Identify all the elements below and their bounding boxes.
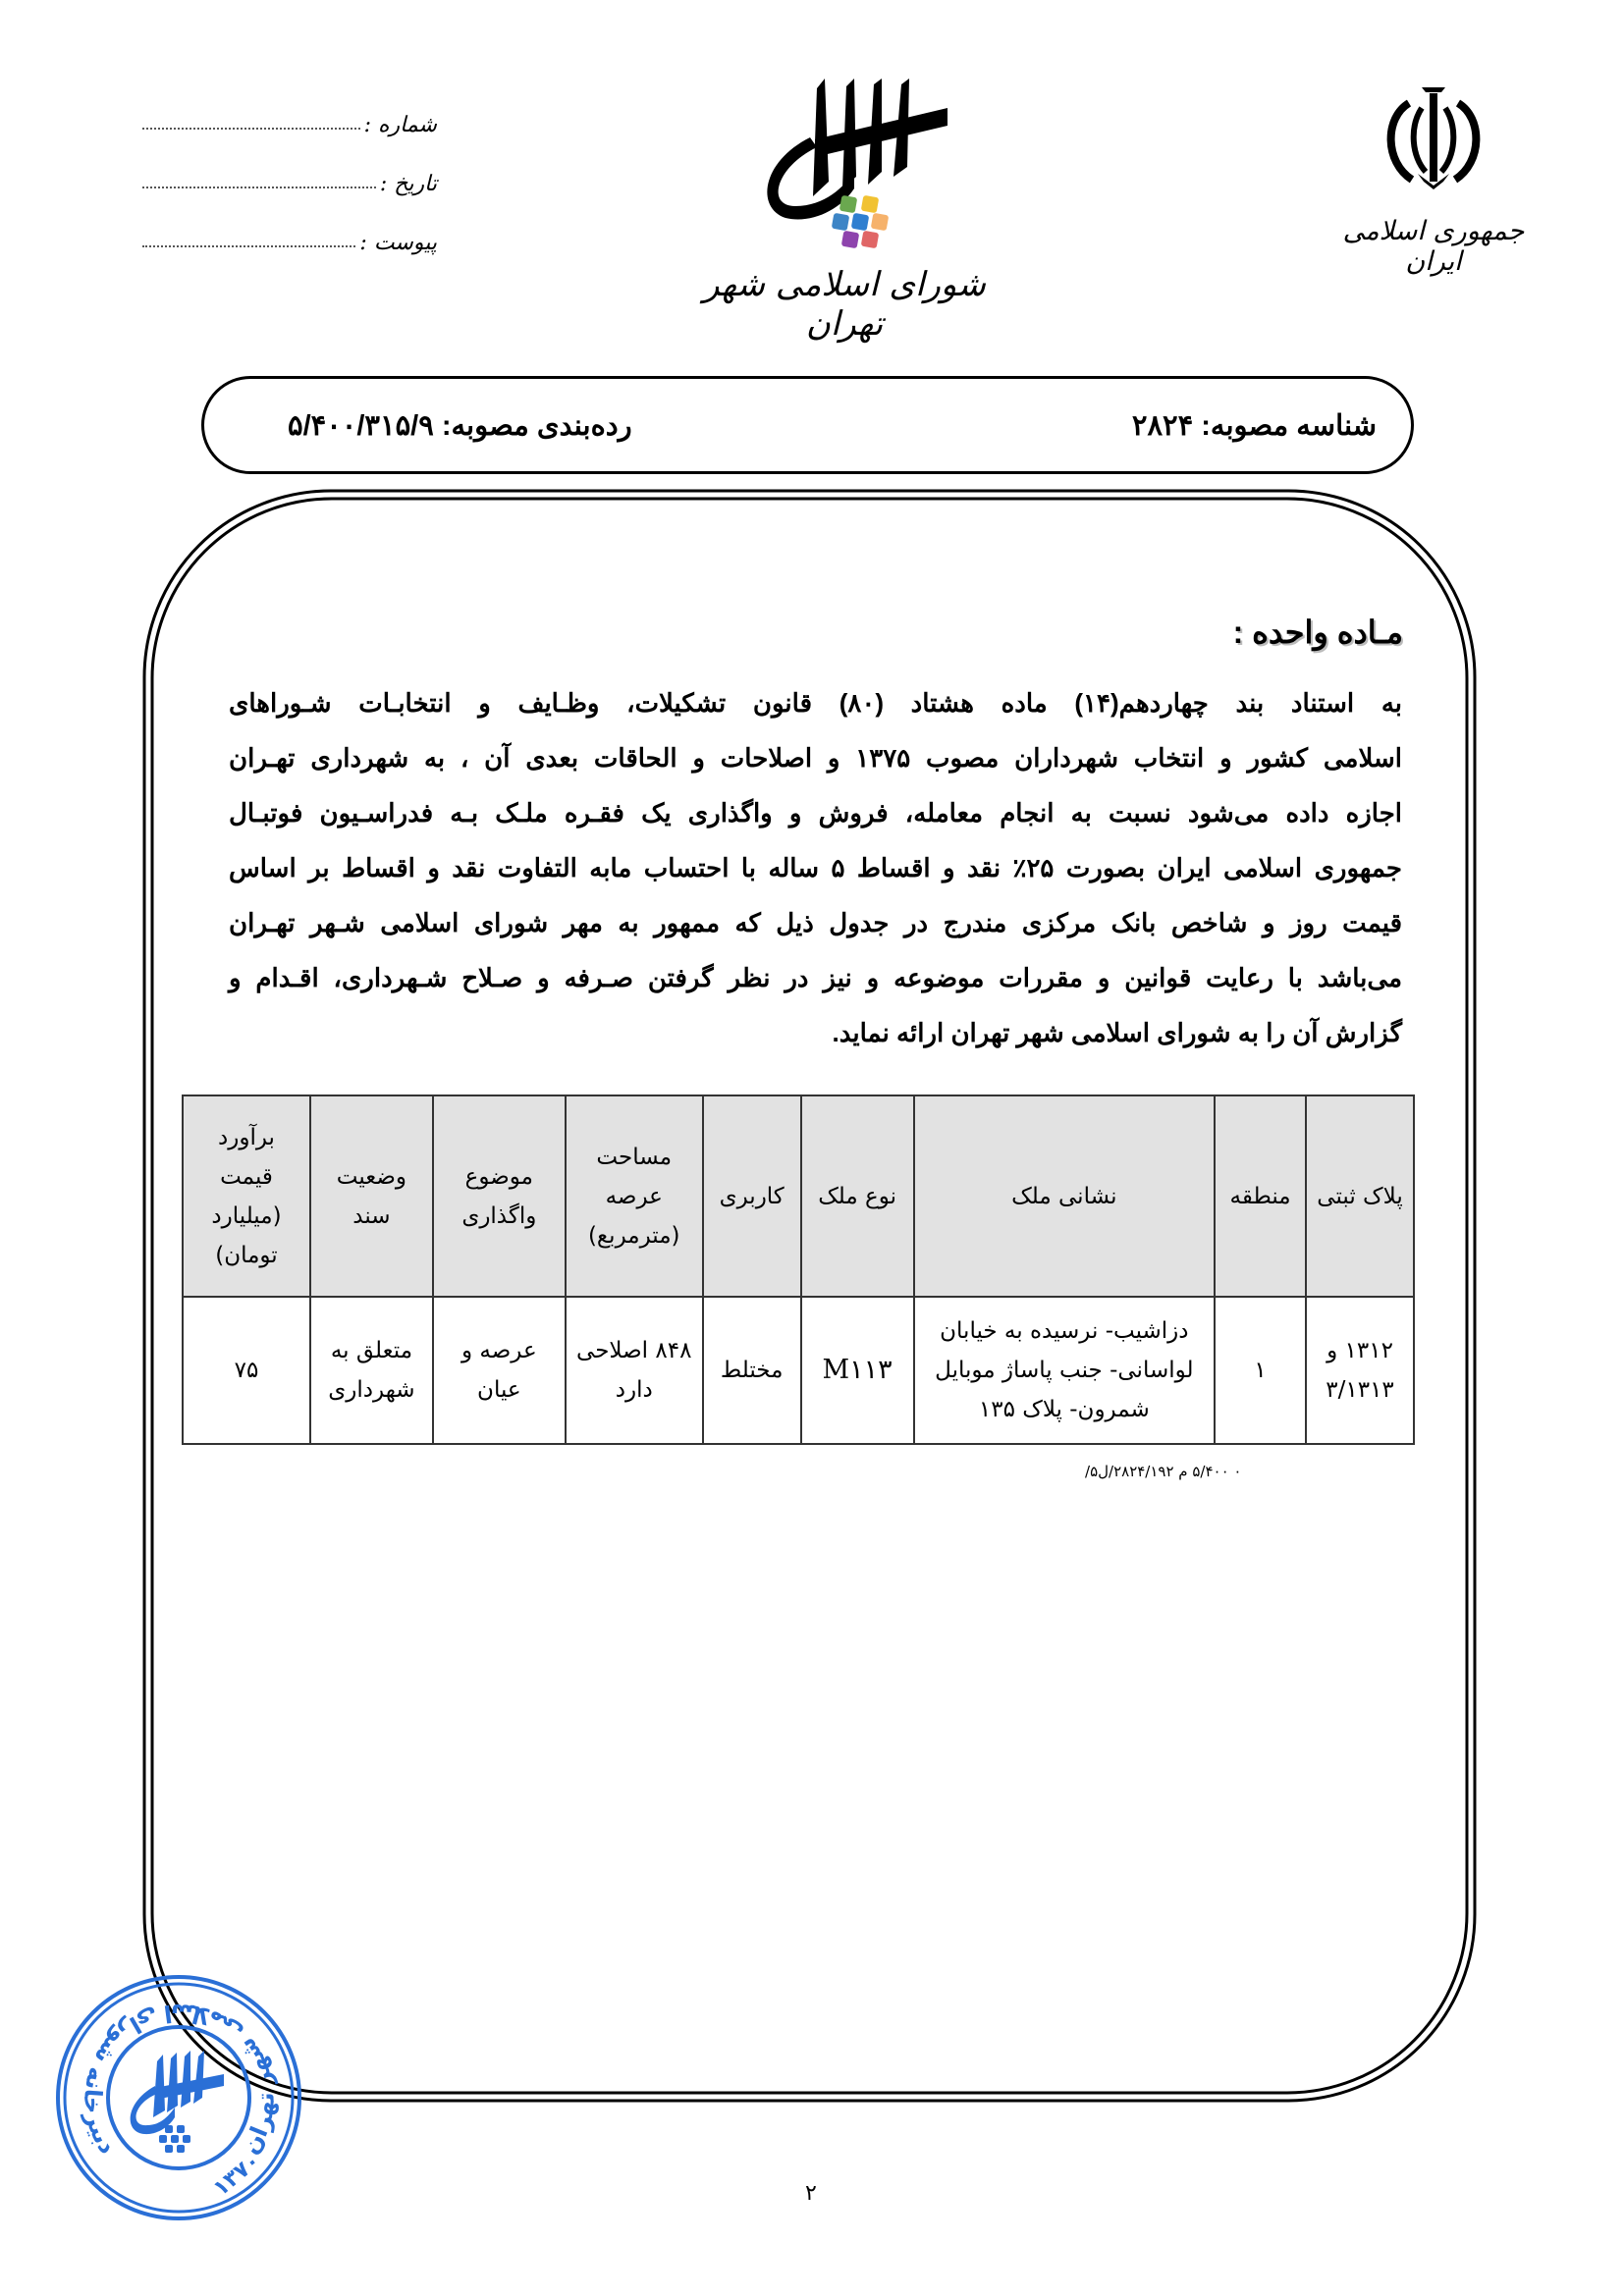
cell-property-type: M۱۱۳ [801,1297,914,1444]
cell-address: دزاشیب- نرسیده به خیابان لواسانی- جنب پاساژ موبایل شمرون- پلاک ۱۳۵ [914,1297,1216,1444]
cell-deed-status: متعلق به شهرداری [310,1297,433,1444]
body-line: قیمت روز و شاخص بانک مرکزی مندرج در جدول ذیل که ممهور به مهر شورای اسلامی شـهر تهـران [229,908,1402,937]
stamp-year: ۱۳۷۰ [208,2148,266,2202]
body-line: می‌باشد با رعایت قوانین و مقررات موضوعه و نیز در نظر گرفتن صـرفه و صـلاح شـهرداری، اقـدام و [229,963,1402,992]
cell-estimated-price: ۷۵ [183,1297,310,1444]
resolution-body-text [229,675,1402,1060]
property-table [182,1095,1415,1445]
header-deed-status: وضعیت سند [310,1095,433,1297]
number-label: شماره : [363,113,437,137]
table-row [183,1297,1414,1444]
attachment-label: پیوست : [359,231,437,255]
header-land-use: کاربری [703,1095,801,1297]
header-district: منطقه [1215,1095,1306,1297]
header-property-type: نوع ملک [801,1095,914,1297]
cell-district: ۱ [1215,1297,1306,1444]
page-number: ۲ [805,2181,817,2206]
header-registration-plate: پلاک ثبتی [1306,1095,1414,1297]
svg-text:دبیرخانه شورای اسلامی شهر تهرا [79,1999,280,2159]
header-transfer-subject: موضوع واگذاری [433,1095,566,1297]
cell-transfer-subject: عرصه و عیان [433,1297,566,1444]
resolution-id: شناسه مصوبه: ۲۸۲۴ [1131,410,1377,442]
date-label: تاریخ : [379,172,437,196]
official-stamp-icon [54,1973,304,2223]
body-line: اسلامی کشور و انتخاب شهرداران مصوب ۱۳۷۵ و اصلاحات و الحاقات بعدی آن ، به شهرداری تهـران [229,743,1402,773]
council-name: شورای اسلامی شهر تهران [703,265,986,344]
body-line: اجازه داده می‌شود نسبت به انجام معامله، فروش و واگذاری یک فقـره ملـک بـه فدراسـیون فوتبـال [229,798,1402,828]
cell-land-area: ۸۴۸ اصلاحی دارد [566,1297,703,1444]
reference-code: ۰ ۵/۴۰۰ م ۲۸۲۴/۱۹۲/ل۵/ [1085,1463,1242,1480]
stamp-text: دبیرخانه شورای اسلامی شهر تهران [79,1998,280,2160]
cell-land-use: مختلط [703,1297,801,1444]
resolution-classification: رده‌بندی مصوبه: ۵/۴۰۰/۳۱۵/۹ [288,410,632,442]
body-line: گزارش آن را به شورای اسلامی شهر تهران ارائه نماید. [832,1018,1402,1047]
cell-registration-plate: ۱۳۱۲ و ۳/۱۳۱۳ [1306,1297,1414,1444]
header-land-area: مساحت عرصه (مترمربع) [566,1095,703,1297]
body-line: به استناد بند چهاردهم(۱۴) ماده هشتاد (۸۰) قانون تشکیلات، وظـایف و انتخابـات شـوراهای [229,688,1402,718]
single-article-heading: مـاده واحده : [1232,614,1403,650]
table-header-row [183,1095,1414,1297]
body-line: جمهوری اسلامی ایران بصورت ۲۵٪ نقد و اقساط ۵ ساله با احتساب مابه التفاوت نقد و اقساط بر اساس [229,853,1403,882]
header-estimated-price: برآورد قیمت (میلیارد تومان) [183,1095,310,1297]
iran-name: جمهوری اسلامی ایران [1342,216,1525,277]
header-address: نشانی ملک [914,1095,1216,1297]
